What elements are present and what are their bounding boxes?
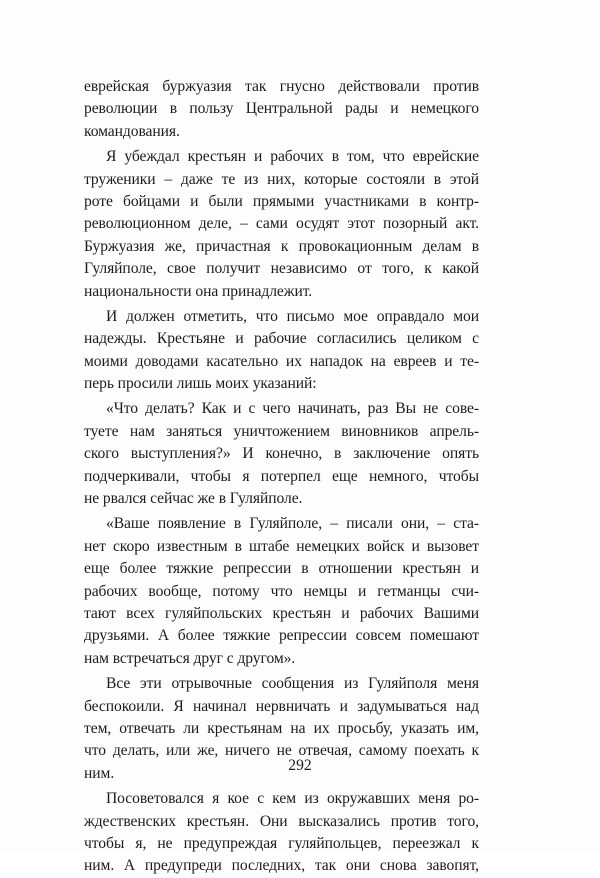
text-line: ним.	[84, 764, 115, 782]
text-line: ждественских крестьян. Они высказались против того,	[84, 812, 479, 830]
text-line: надежды. Крестьяне и рабочие согласились целиком с	[84, 330, 479, 348]
text-line: не рвался сейчас же в Гуляйполе.	[84, 490, 303, 508]
text-line: что делать, или же, ничего не отвечая, самому поехать к	[84, 742, 479, 760]
text-line: национальности она принадлежит.	[84, 282, 313, 300]
text-line: труженики – даже те из них, которые состояли в этой	[84, 170, 479, 188]
text-line: друзьями. А более тяжкие репрессии совсем помешают	[84, 627, 479, 645]
text-line: туете нам заняться уничтожением виновников апрель-	[84, 422, 479, 440]
text-line: рабочих вообще, потому что немцы и гетманцы счи-	[84, 582, 479, 600]
text-line: нет скоро известным в штабе немецких войск и вызовет	[84, 537, 479, 555]
text-line: «Что делать? Как и с чего начинать, раз Вы не сове-	[106, 400, 479, 418]
paragraph	[84, 76, 479, 143]
paragraph	[84, 306, 479, 396]
text-line: революции в пользу Центральной рады и немецкого	[84, 100, 479, 118]
text-line: еще более тяжкие репрессии в отношении крестьян и	[84, 560, 479, 578]
page-number: 292	[288, 757, 312, 774]
text-line: «Ваше появление в Гуляйполе, – писали они, – ста-	[106, 515, 479, 533]
text-line: нам встречаться друг с другом».	[84, 649, 296, 667]
text-line: беспокоили. Я начинал нервничать и задумываться над	[84, 697, 479, 715]
text-line: моими доводами касательно их нападок на евреев и те-	[84, 352, 479, 370]
text-line: Гуляйполе, свое получит независимо от того, к какой	[84, 260, 479, 278]
text-line: ним. А предупреди последних, так они снова завопят,	[84, 857, 479, 875]
text-line: И должен отметить, что письмо мое оправдало мои	[106, 307, 479, 325]
text-line: тем, отвечать ли крестьянам на их просьбу, указать им,	[84, 719, 479, 737]
text-line: Посоветовался я кое с кем из окружавших меня ро-	[106, 790, 479, 808]
text-line: Буржуазия же, причастная к провокационным делам в	[84, 237, 479, 255]
text-line: ского выступления?» И конечно, в заключение опять	[84, 445, 479, 463]
text-line: командования.	[84, 122, 180, 140]
text-line: еврейская буржуазия так гнусно действовали против	[84, 78, 479, 95]
text-line: роте бойцами и были прямыми участниками в контр-	[84, 192, 479, 210]
text-line: тают всех гуляйпольских крестьян и рабочих Вашими	[84, 604, 479, 622]
text-line: Я убеждал крестьян и рабочих в том, что еврейские	[106, 148, 479, 166]
text-line: подчеркивали, чтобы я потерпел еще немного, чтобы	[84, 467, 479, 485]
text-line: Все эти отрывочные сообщения из Гуляйполя меня	[106, 675, 479, 693]
paragraph	[84, 513, 479, 670]
text-line: перь просили лишь моих указаний:	[84, 375, 317, 393]
text-line: революционном деле, – сами осудят этот позорный акт.	[84, 215, 479, 233]
paragraph	[84, 398, 479, 510]
paragraph	[84, 146, 479, 303]
text-line: чтобы я, не предупреждая гуляйпольцев, переезжал к	[84, 834, 479, 852]
paragraph	[84, 788, 479, 878]
